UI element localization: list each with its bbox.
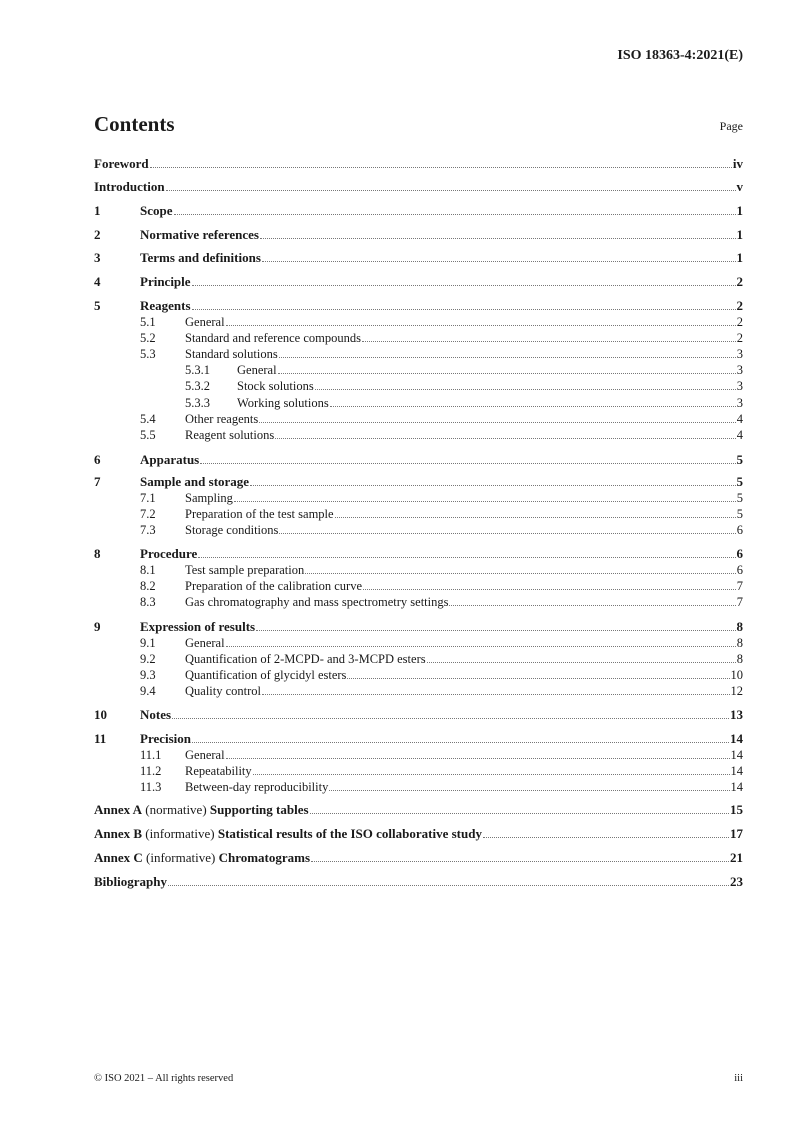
dot-leader [166, 189, 736, 191]
toc-entry-page: 2 [736, 331, 743, 345]
toc-entry-number: 6 [94, 452, 101, 467]
toc-entry-page: v [736, 179, 743, 194]
toc-entry-number: 5.3.1 [185, 363, 210, 377]
dot-leader [278, 372, 736, 374]
toc-entry-number: 9.1 [140, 636, 156, 650]
dot-leader [449, 604, 735, 606]
toc-entry-page: 12 [730, 684, 743, 698]
dot-leader [311, 860, 729, 862]
dot-leader [362, 340, 736, 342]
toc-entry-number: 5.1 [140, 315, 156, 329]
annex-title: Statistical results of the ISO collaborative study [217, 826, 482, 841]
toc-entry-title [94, 802, 309, 818]
toc-entry-number: 1 [94, 203, 101, 218]
toc-entry[interactable] [94, 411, 743, 427]
toc-entry[interactable] [94, 707, 743, 723]
dot-leader [234, 500, 736, 502]
toc-entry-number: 8 [94, 546, 101, 561]
toc-entry[interactable] [94, 362, 743, 378]
toc-entry-number: 7.1 [140, 491, 156, 505]
toc-entry-number: 8.1 [140, 563, 156, 577]
toc-entry[interactable] [94, 427, 743, 443]
dot-leader [259, 421, 736, 423]
toc-entry-title: Procedure [140, 546, 198, 561]
dot-leader [329, 789, 729, 791]
toc-entry-page: 14 [730, 731, 743, 746]
toc-entry[interactable] [94, 395, 743, 411]
dot-leader [275, 437, 736, 439]
toc-entry-page: 6 [736, 563, 743, 577]
toc-entry-page: 5 [736, 474, 743, 489]
toc-entry-page: 5 [736, 507, 743, 521]
toc-entry-page: 3 [736, 379, 743, 393]
toc-entry-page: 14 [730, 780, 743, 794]
dot-leader [192, 308, 736, 310]
dot-leader [174, 213, 736, 215]
toc-entry-title: Notes [140, 707, 172, 722]
toc-entry-title: Test sample preparation [185, 563, 305, 577]
page-column-label: Page [719, 119, 743, 133]
toc-entry[interactable] [94, 474, 743, 490]
toc-entry[interactable] [94, 179, 743, 195]
toc-entry-number: 4 [94, 274, 101, 289]
dot-leader [192, 284, 736, 286]
toc-entry-title: Precision [140, 731, 192, 746]
dot-leader [330, 405, 736, 407]
toc-entry-page: iv [732, 156, 743, 171]
toc-entry[interactable] [94, 850, 743, 866]
toc-entry-page: 3 [736, 363, 743, 377]
toc-entry-title: Repeatability [185, 764, 252, 778]
toc-entry-number: 9.4 [140, 684, 156, 698]
annex-qualifier: (informative) [146, 850, 216, 865]
dot-leader [198, 556, 735, 558]
toc-entry-page: 23 [730, 874, 743, 889]
toc-entry-number: 5.3 [140, 347, 156, 361]
toc-entry-page: 8 [736, 652, 743, 666]
toc-entry-number: 7.3 [140, 523, 156, 537]
toc-entry[interactable] [94, 578, 743, 594]
dot-leader [250, 484, 735, 486]
toc-entry-page: 15 [730, 802, 743, 817]
toc-entry-page: 5 [736, 452, 743, 467]
toc-entry-page: 6 [736, 523, 743, 537]
toc-entry-page: 14 [730, 764, 743, 778]
toc-entry-title: Sampling [185, 491, 233, 505]
toc-entry-page: 14 [730, 748, 743, 762]
annex-label: Annex B [94, 826, 143, 841]
toc-entry[interactable] [94, 346, 743, 362]
toc-entry-title: Working solutions [237, 396, 329, 410]
toc-entry-page: 1 [736, 250, 743, 265]
toc-entry-title: Standard and reference compounds [185, 331, 361, 345]
dot-leader [226, 324, 736, 326]
dot-leader [363, 588, 736, 590]
toc-entry-page: 2 [736, 274, 743, 289]
annex-label: Annex C [94, 850, 143, 865]
toc-entry-title: Between-day reproducibility [185, 780, 329, 794]
toc-entry[interactable] [94, 250, 743, 266]
toc-entry-page: 7 [736, 595, 743, 609]
toc-entry-page: 4 [736, 428, 743, 442]
toc-entry-number: 7.2 [140, 507, 156, 521]
dot-leader [150, 166, 732, 168]
toc-entry-page: 7 [736, 579, 743, 593]
toc-entry[interactable] [94, 227, 743, 243]
toc-entry-page: 5 [736, 491, 743, 505]
dot-leader [256, 629, 735, 631]
toc-entry-number: 11 [94, 731, 107, 746]
toc-entry-title: Normative references [140, 227, 259, 242]
toc-entry-title: Reagent solutions [185, 428, 275, 442]
dot-leader [260, 237, 736, 239]
toc-entry-number: 9 [94, 619, 101, 634]
toc-entry-title: Preparation of the test sample [185, 507, 334, 521]
toc-entry-number: 11.1 [140, 748, 162, 762]
toc-entry-title [94, 850, 310, 866]
toc-entry-title: Gas chromatography and mass spectrometry settings [185, 595, 449, 609]
toc-entry-page: 2 [736, 315, 743, 329]
toc-entry-title: Quantification of 2-MCPD- and 3-MCPD esters [185, 652, 426, 666]
toc-entry-title: Expression of results [140, 619, 256, 634]
toc-entry-page: 17 [730, 826, 743, 841]
toc-entry[interactable] [94, 731, 743, 747]
toc-entry-title: Sample and storage [140, 474, 250, 489]
dot-leader [335, 516, 736, 518]
toc-entry[interactable] [94, 546, 743, 562]
dot-leader [253, 773, 730, 775]
toc-entry-page: 10 [730, 668, 743, 682]
toc-entry-title: Reagents [140, 298, 191, 313]
toc-entry-number: 2 [94, 227, 101, 242]
toc-entry[interactable] [94, 594, 743, 610]
dot-leader [427, 661, 736, 663]
document-id: ISO 18363-4:2021(E) [617, 48, 743, 63]
toc-entry[interactable] [94, 274, 743, 290]
dot-leader [483, 836, 729, 838]
dot-leader [305, 572, 736, 574]
toc-entry[interactable] [94, 747, 743, 763]
toc-entry-number: 9.2 [140, 652, 156, 666]
dot-leader [192, 741, 729, 743]
toc-entry[interactable] [94, 378, 743, 394]
dot-leader [315, 388, 736, 390]
toc-entry-page: 8 [736, 636, 743, 650]
toc-entry[interactable] [94, 490, 743, 506]
toc-entry-title: Bibliography [94, 874, 167, 889]
toc-entry-page: 1 [736, 227, 743, 242]
toc-entry-title: Quality control [185, 684, 262, 698]
dot-leader [200, 462, 735, 464]
toc-entry[interactable] [94, 314, 743, 330]
toc-entry-title: General [237, 363, 277, 377]
toc-entry[interactable] [94, 619, 743, 635]
dot-leader [279, 532, 735, 534]
toc-entry[interactable] [94, 763, 743, 779]
page-title: Contents [94, 112, 175, 136]
toc-entry[interactable] [94, 452, 743, 468]
annex-title: Supporting tables [209, 802, 309, 817]
toc-entry-title: General [185, 748, 225, 762]
toc-entry-number: 7 [94, 474, 101, 489]
annex-qualifier: (informative) [145, 826, 215, 841]
dot-leader [226, 645, 736, 647]
toc-entry-number: 5.2 [140, 331, 156, 345]
toc-entry-number: 10 [94, 707, 107, 722]
toc-entry-title: Scope [140, 203, 173, 218]
toc-entry-title: Foreword [94, 156, 149, 171]
toc-entry-page: 21 [730, 850, 743, 865]
toc-entry[interactable] [94, 651, 743, 667]
toc-entry-page: 6 [736, 546, 743, 561]
toc-entry[interactable] [94, 203, 743, 219]
toc-entry[interactable] [94, 802, 743, 818]
toc-entry-page: 8 [736, 619, 743, 634]
toc-entry[interactable] [94, 330, 743, 346]
toc-entry-number: 3 [94, 250, 101, 265]
toc-entry[interactable] [94, 506, 743, 522]
toc-entry-number: 5 [94, 298, 101, 313]
toc-entry-number: 8.3 [140, 595, 156, 609]
toc-entry[interactable] [94, 562, 743, 578]
toc-entry-page: 2 [736, 298, 743, 313]
toc-entry[interactable] [94, 683, 743, 699]
toc-entry-number: 5.5 [140, 428, 156, 442]
dot-leader [347, 677, 729, 679]
toc-entry-page: 3 [736, 347, 743, 361]
toc-entry[interactable] [94, 667, 743, 683]
toc-entry-number: 11.2 [140, 764, 162, 778]
toc-entry-title [94, 826, 482, 842]
toc-entry[interactable] [94, 635, 743, 651]
toc-entry[interactable] [94, 156, 743, 172]
dot-leader [262, 693, 729, 695]
toc-entry-page: 3 [736, 396, 743, 410]
toc-entry-title: Storage conditions [185, 523, 279, 537]
dot-leader [310, 812, 729, 814]
dot-leader [262, 260, 736, 262]
toc-entry[interactable] [94, 522, 743, 538]
toc-entry-number: 5.3.2 [185, 379, 210, 393]
toc-entry[interactable] [94, 298, 743, 314]
toc-entry-number: 8.2 [140, 579, 156, 593]
toc-entry-title: Standard solutions [185, 347, 278, 361]
copyright: © ISO 2021 – All rights reserved [94, 1073, 234, 1084]
toc-entry-title: Quantification of glycidyl esters [185, 668, 347, 682]
toc-entry[interactable] [94, 779, 743, 795]
toc-entry-page: 13 [730, 707, 743, 722]
toc-entry-number: 5.4 [140, 412, 156, 426]
toc-entry-title: Stock solutions [237, 379, 314, 393]
page-number: iii [734, 1073, 743, 1084]
toc-entry-title: Principle [140, 274, 191, 289]
toc-entry-title: General [185, 636, 225, 650]
dot-leader [172, 717, 729, 719]
toc-entry-title: General [185, 315, 225, 329]
toc-entry-number: 5.3.3 [185, 396, 210, 410]
annex-title: Chromatograms [218, 850, 311, 865]
toc-entry-number: 9.3 [140, 668, 156, 682]
toc-entry[interactable] [94, 826, 743, 842]
toc-entry-title: Introduction [94, 179, 165, 194]
toc-entry-title: Other reagents [185, 412, 259, 426]
dot-leader [168, 884, 729, 886]
toc-entry-title: Terms and definitions [140, 250, 261, 265]
dot-leader [226, 757, 730, 759]
toc-entry-number: 11.3 [140, 780, 162, 794]
toc-entry[interactable] [94, 874, 743, 890]
toc-entry-page: 1 [736, 203, 743, 218]
annex-qualifier: (normative) [145, 802, 207, 817]
dot-leader [279, 356, 736, 358]
annex-label: Annex A [94, 802, 143, 817]
toc-entry-title: Apparatus [140, 452, 200, 467]
toc-entry-page: 4 [736, 412, 743, 426]
toc-entry-title: Preparation of the calibration curve [185, 579, 363, 593]
